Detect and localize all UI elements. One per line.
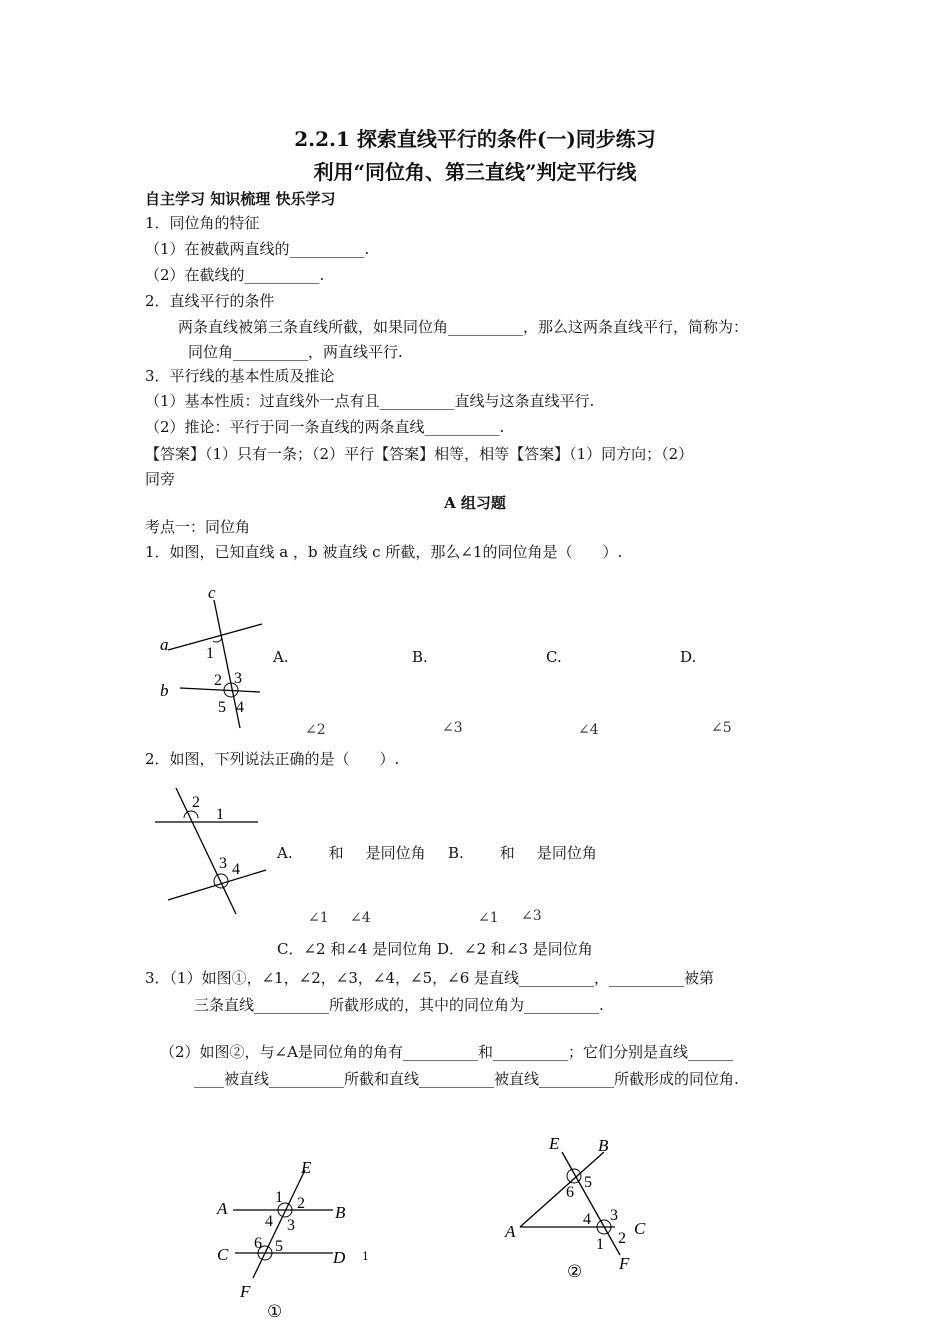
fig-label: 1 — [275, 1189, 283, 1206]
item-2: 2．直线平行的条件 — [145, 292, 275, 310]
q2-option-a[interactable] — [277, 844, 426, 862]
q3-line-1: 3．（1）如图①，∠1，∠2，∠3，∠4，∠5，∠6 是直线__________，__________被第 — [145, 969, 715, 987]
fig-label: 2 — [192, 794, 200, 811]
fig-label: A — [505, 1222, 516, 1241]
fig-label: 2 — [297, 1195, 305, 1212]
fig-label: B — [598, 1136, 609, 1155]
fig-label: 1 — [206, 645, 214, 662]
page-title: 2.2.1 探索直线平行的条件(一)同步练习 — [294, 127, 656, 151]
fig-caption: ① — [267, 1302, 283, 1321]
q2-option-b[interactable] — [448, 844, 597, 862]
fig-label: D — [333, 1248, 346, 1267]
q1-option-d[interactable]: D. — [680, 648, 697, 666]
fig-label: 2 — [618, 1230, 626, 1247]
q2-option-a-tail: 是同位角 — [365, 844, 426, 862]
fig-label: a — [160, 635, 169, 654]
q2-option-b-value-2: ∠3 — [521, 908, 542, 924]
fig-label: 2 — [214, 672, 222, 689]
fig-label: 3 — [610, 1207, 618, 1224]
fig-label: 1 — [216, 806, 224, 823]
fig-label: E — [549, 1134, 560, 1153]
q1-option-a[interactable]: A. — [273, 648, 289, 666]
answer-line-1: 【答案】（1）只有一条；（2）平行【答案】相等，相等【答案】（1）同方向；（2） — [145, 445, 694, 463]
q2-figure — [150, 780, 275, 920]
fig-caption: ② — [567, 1262, 583, 1281]
fig-label: F — [619, 1254, 630, 1273]
q1-option-c[interactable]: C. — [546, 648, 562, 666]
fig-label: 3 — [287, 1217, 295, 1234]
q2-option-a-value-2: ∠4 — [350, 910, 371, 926]
item-3b: （2）推论：平行于同一条直线的两条直线__________. — [145, 418, 505, 436]
item-3: 3．平行线的基本性质及推论 — [145, 367, 335, 385]
q2-option-a-value-1: ∠1 — [308, 910, 329, 926]
page-number: 1 — [362, 1250, 369, 1263]
fig-label: 5 — [275, 1238, 283, 1255]
q1-option-c-value: ∠4 — [578, 722, 599, 738]
item-2a: 两条直线被第三条直线所截，如果同位角__________，那么这两条直线平行，简称为： — [178, 318, 749, 336]
item-2b: 同位角__________，两直线平行. — [188, 343, 403, 361]
fig-label: C — [634, 1219, 646, 1238]
q3-line-4: ____被直线__________所截和直线__________被直线__________所截形成的同位角. — [194, 1070, 739, 1088]
q2-option-b-value-1: ∠1 — [478, 910, 499, 926]
q1-option-d-value: ∠5 — [711, 720, 732, 736]
item-3a: （1）基本性质：过直线外一点有且__________直线与这条直线平行. — [145, 392, 595, 410]
q2-option-b-letter: B. — [448, 844, 464, 862]
q2-text: 2．如图，下列说法正确的是（ ）. — [145, 750, 400, 768]
item-1a: （1）在被截两直线的__________. — [145, 240, 370, 258]
q1-figure — [150, 578, 270, 730]
fig-label: A — [217, 1199, 228, 1218]
group-a-heading: A 组习题 — [444, 494, 506, 512]
q3-line-2: 三条直线__________所截形成的，其中的同位角为__________. — [194, 996, 604, 1014]
answer-line-2: 同旁 — [145, 470, 176, 488]
fig-label: 6 — [254, 1235, 262, 1252]
q1-text: 1．如图，已知直线 a ，b 被直线 c 所截，那么∠1的同位角是（ ）. — [145, 543, 623, 561]
fig-label: 1 — [596, 1236, 604, 1253]
fig-label: b — [160, 681, 169, 700]
fig-label: 4 — [232, 861, 240, 878]
section-heading: 自主学习 知识梳理 快乐学习 — [145, 190, 336, 208]
q2-option-a-and: 和 — [328, 844, 344, 862]
fig-label: 3 — [234, 670, 242, 687]
fig-label: C — [217, 1245, 229, 1264]
fig-label: 4 — [236, 699, 244, 716]
fig-label: 6 — [566, 1184, 574, 1201]
fig-label: c — [208, 583, 216, 602]
fig-label: E — [301, 1158, 312, 1177]
q1-option-b-value: ∠3 — [442, 720, 463, 736]
item-1b: （2）在截线的__________. — [145, 266, 325, 284]
item-1: 1．同位角的特征 — [145, 214, 260, 232]
q2-options-cd[interactable]: C．∠2 和∠4 是同位角 D．∠2 和∠3 是同位角 — [277, 940, 593, 958]
q3-figure-2 — [500, 1130, 670, 1290]
page-subtitle: 利用“同位角、第三直线”判定平行线 — [313, 160, 637, 184]
fig-label: 5 — [218, 699, 226, 716]
kaodian-heading: 考点一：同位角 — [145, 518, 251, 536]
fig-label: 4 — [265, 1213, 273, 1230]
fig-label: B — [335, 1203, 346, 1222]
q2-option-b-tail: 是同位角 — [536, 844, 597, 862]
q2-option-b-and: 和 — [499, 844, 515, 862]
fig-label: F — [240, 1282, 251, 1301]
q2-option-a-letter: A. — [277, 844, 293, 862]
q3-line-3: （2）如图②，与∠A是同位角的角有__________和__________；它们分别是直线______ — [160, 1043, 733, 1061]
fig-label: 3 — [219, 855, 227, 872]
fig-label: 4 — [583, 1211, 591, 1228]
fig-label: 5 — [584, 1174, 592, 1191]
q3-figure-1 — [205, 1150, 365, 1325]
q1-option-a-value: ∠2 — [305, 722, 326, 738]
q1-option-b[interactable]: B. — [412, 648, 428, 666]
